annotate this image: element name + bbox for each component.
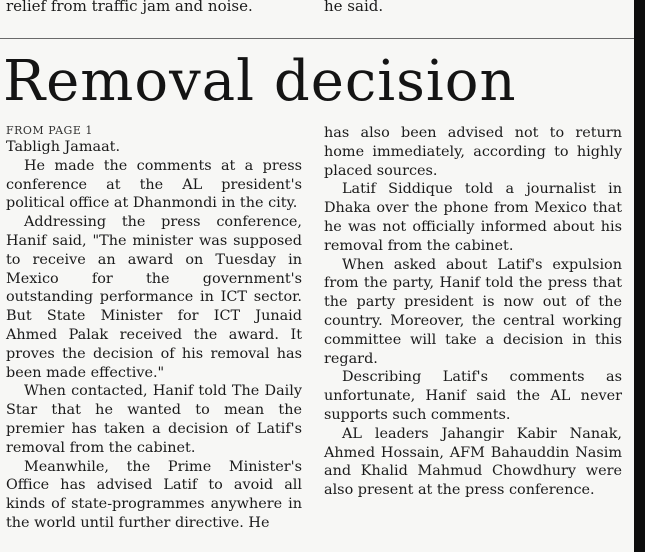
- article-paragraph: Meanwhile, the Prime Minister's Office has advised Latif to avoid all kinds of state-programmes anywhere in the world until further directive. He: [6, 458, 302, 531]
- article-paragraph: Describing Latif's comments as unfortunate, Hanif said the AL never supports such comments.: [324, 369, 622, 423]
- article-paragraph: When contacted, Hanif told The Daily Star that he wanted to mean the premier has taken a decision of Latif's removal from the cabinet.: [6, 383, 302, 456]
- article-paragraph: AL leaders Jahangir Kabir Nanak, Ahmed Hossain, AFM Bahauddin Nasim and Khalid Mahmud Chowdhury were also present at the press conference.: [324, 425, 622, 499]
- article-column-right: [324, 124, 622, 500]
- article-headline: Removal decision: [3, 49, 517, 114]
- article-paragraph: Tabligh Jamaat.: [6, 139, 121, 155]
- jump-label: FROM PAGE 1: [6, 124, 93, 137]
- page-edge-bar: [634, 0, 645, 552]
- article-paragraph: has also been advised not to return home immediately, according to highly placed sources.: [324, 125, 622, 179]
- previous-article-fragment-right: he said.: [324, 0, 384, 15]
- article-paragraph: Latif Siddique told a journalist in Dhaka over the phone from Mexico that he was not officially informed about his removal from the cabinet.: [324, 181, 622, 254]
- article-paragraph: Addressing the press conference, Hanif said, "The minister was supposed to receive an award on Tuesday in Mexico for the government's outstanding performance in ICT sector. But State Minister for ICT Junaid Ahmed Palak received the award. It proves the decision of his removal has been made effective.": [6, 214, 302, 381]
- article-paragraph: When asked about Latif's expulsion from the party, Hanif told the press that the party president is now out of the country. Moreover, the central working committee will take a decision in this regard.: [324, 256, 622, 367]
- article-paragraph: He made the comments at a press conference at the AL president's political office at Dhanmondi in the city.: [6, 157, 302, 212]
- previous-article-fragment-left: relief from traffic jam and noise.: [6, 0, 253, 15]
- article-column-left: [6, 124, 302, 533]
- section-divider: [0, 38, 634, 39]
